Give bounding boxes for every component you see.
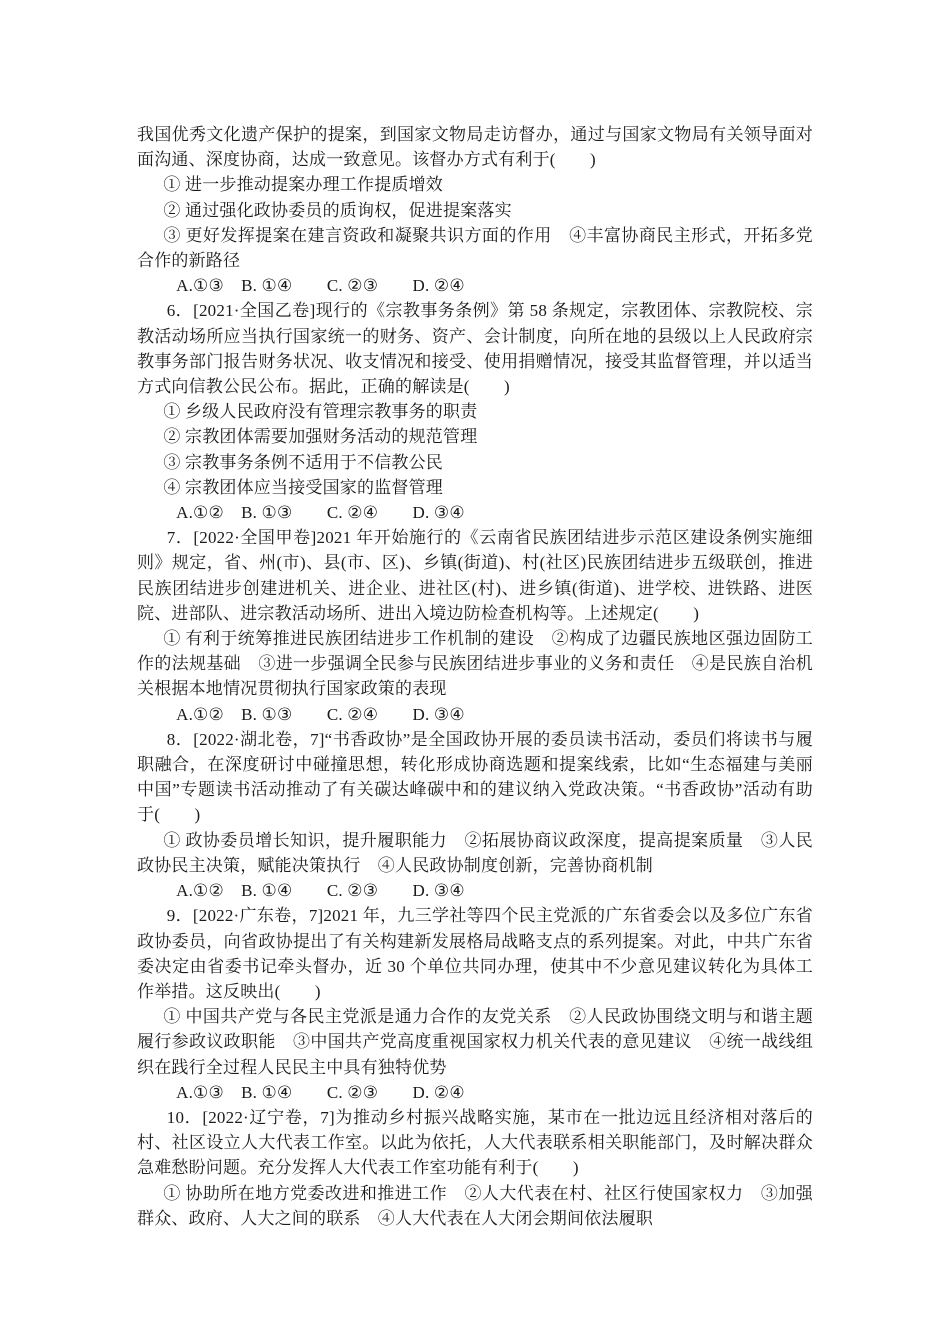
paragraph-options: A.①③ B. ①④ C. ②③ D. ②④: [176, 276, 465, 296]
paragraph-item: ① 乡级人民政府没有管理宗教事务的职责: [163, 402, 478, 422]
paragraph-item: ① 政协委员增长知识，提升履职能力 ②拓展协商议政深度，提高提案质量 ③人民政协民主决策，赋能决策执行 ④人民政协制度创新，完善协商机制: [137, 830, 813, 875]
paragraph-item: ② 通过强化政协委员的质询权，促进提案落实: [163, 200, 512, 220]
paragraph-options: A.①② B. ①③ C. ②④ D. ③④: [176, 503, 465, 523]
question-text-column: [137, 122, 813, 1231]
paragraph-item: ④ 宗教团体应当接受国家的监督管理: [163, 477, 443, 497]
paragraph-stem: 10．[2022·辽宁卷，7]为推动乡村振兴战略实施，某市在一批边远且经济相对落后的村、社区设立人大代表工作室。以此为依托，人大代表联系相关职能部门，及时解决群众急难愁盼问题。充分发挥人大代表工作室功能有利于( ): [137, 1107, 813, 1178]
paragraph-item: ③ 更好发挥提案在建言资政和凝聚共识方面的作用 ④丰富协商民主形式，开拓多党合作的新路径: [137, 225, 813, 271]
paragraph-stem: 8．[2022·湖北卷，7]“书香政协”是全国政协开展的委员读书活动，委员们将读书与履职融合，在深度研讨中碰撞思想，转化形成协商选题和提案线索，比如“生态福建与美丽中国”专题读书活动推动了有关碳达峰碳中和的建议纳入党政决策。“书香政协”活动有助于( ): [137, 729, 813, 825]
paragraph-item: ② 宗教团体需要加强财务活动的规范管理: [163, 427, 478, 447]
paragraph-item: ① 中国共产党与各民主党派是通力合作的友党关系 ②人民政协围绕文明与和谐主题履行参政议政职能 ③中国共产党高度重视国家权力机关代表的意见建议 ④统一战线组织在践行全过程人民民主中具有独特优势: [137, 1007, 813, 1077]
paragraph-stem: 6．[2021·全国乙卷]现行的《宗教事务条例》第 58 条规定，宗教团体、宗教院校、宗教活动场所应当执行国家统一的财务、资产、会计制度，向所在地的县级以上人民政府宗教事务部门报告财务状况、收支情况和接受、使用捐赠情况，接受其监督管理，并以适当方式向信教公民公布。据此，正确的解读是( ): [137, 301, 813, 397]
paragraph-item: ③ 宗教事务条例不适用于不信教公民: [163, 452, 443, 472]
paragraph-item: ① 进一步推动提案办理工作提质增效: [163, 175, 443, 195]
paragraph-stem: 9．[2022·广东卷，7]2021 年，九三学社等四个民主党派的广东省委会以及多位广东省政协委员，向省政协提出了有关构建新发展格局战略支点的系列提案。对此，中共广东省委决定由省委书记牵头督办，近 30 个单位共同办理，使其中不少意见建议转化为具体工作举措。这反映出( ): [137, 906, 813, 1001]
paragraph-stem-continuation: 我国优秀文化遗产保护的提案，到国家文物局走访督办，通过与国家文物局有关领导面对面沟通、深度协商，达成一致意见。该督办方式有利于( ): [137, 125, 813, 170]
paragraph-stem: 7．[2022·全国甲卷]2021 年开始施行的《云南省民族团结进步示范区建设条例实施细则》规定，省、州(市)、县(市、区)、乡镇(街道)、村(社区)民族团结进步五级联创，推进民族团结进步创建进机关、进企业、进社区(村)、进乡镇(街道)、进学校、进铁路、进医院、进部队、进宗教活动场所、进出入境边防检查机构等。上述规定( ): [137, 528, 813, 623]
paragraph-options: A.①③ B. ①④ C. ②③ D. ②④: [176, 1082, 465, 1102]
paragraph-item: ① 协助所在地方党委改进和推进工作 ②人大代表在村、社区行使国家权力 ③加强群众、政府、人大之间的联系 ④人大代表在人大闭会期间依法履职: [137, 1183, 813, 1228]
paragraph-options: A.①② B. ①④ C. ②③ D. ③④: [176, 881, 465, 901]
paragraph-item: ① 有利于统筹推进民族团结进步工作机制的建设 ②构成了边疆民族地区强边固防工作的法规基础 ③进一步强调全民参与民族团结进步事业的义务和责任 ④是民族自治机关根据本地情况贯彻执行国家政策的表现: [137, 629, 813, 699]
paragraph-options: A.①② B. ①③ C. ②④ D. ③④: [176, 704, 465, 724]
